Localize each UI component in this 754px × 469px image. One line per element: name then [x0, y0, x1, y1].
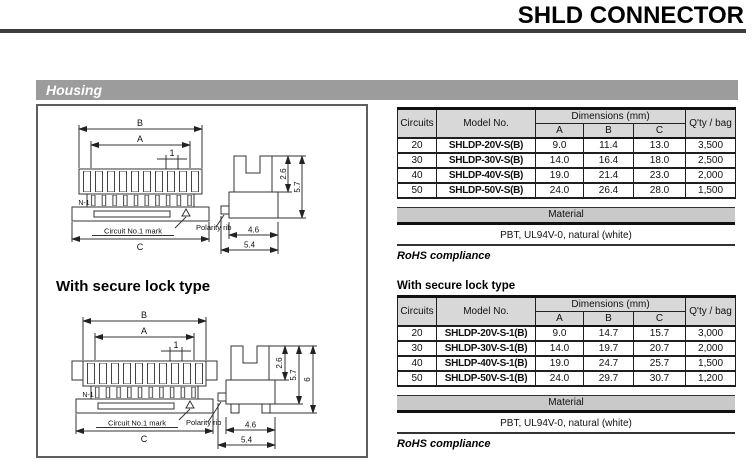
label-n1: N-1 — [82, 392, 94, 399]
label-polarity-rib: Polarity rib — [196, 223, 232, 232]
col-header-b: B — [584, 124, 634, 139]
col-header-b: B — [584, 312, 634, 327]
material-box-secure — [397, 395, 735, 434]
rohs-note: RoHS compliance — [397, 250, 491, 262]
table-row: 30 SHLDP-30V-S(B) 14.0 16.4 18.0 2,500 — [398, 153, 736, 168]
secure-lock-heading-drawing: With secure lock type — [56, 278, 211, 295]
col-header-a: A — [536, 312, 584, 327]
label-circuit-mark: Circuit No.1 mark — [104, 226, 162, 236]
spec-table-standard — [397, 107, 736, 199]
dim-label-2-6: 2.6 — [279, 168, 288, 180]
col-header-dimensions: Dimensions (mm) — [536, 297, 686, 312]
dim-label-b: B — [140, 310, 148, 320]
dim-label-5-7: 5.7 — [289, 369, 298, 381]
table-row: 30 SHLDP-30V-S-1(B) 14.0 19.7 20.7 2,000 — [398, 341, 736, 356]
col-header-model: Model No. — [437, 109, 536, 139]
col-header-qty: Q'ty / bag — [686, 297, 736, 327]
dim-label-2-6: 2.6 — [275, 357, 284, 369]
table-row: 50 SHLDP-50V-S(B) 24.0 26.4 28.0 1,500 — [398, 183, 736, 198]
col-header-qty: Q'ty / bag — [686, 109, 736, 139]
title-rule — [0, 29, 746, 33]
dim-label-c: C — [140, 434, 148, 444]
col-header-c: C — [634, 312, 686, 327]
dim-label-5-4: 5.4 — [243, 240, 256, 250]
dim-label-a: A — [136, 134, 144, 144]
dim-label-b: B — [136, 118, 144, 128]
dim-label-4-6: 4.6 — [244, 420, 257, 430]
rohs-note: RoHS compliance — [397, 438, 491, 450]
label-circuit-mark: Circuit No.1 mark — [108, 418, 166, 428]
drawing-side-secure — [186, 338, 364, 458]
dim-label-a: A — [140, 326, 148, 336]
spec-column — [397, 107, 735, 451]
material-header: Material — [397, 395, 735, 413]
col-header-dimensions: Dimensions (mm) — [536, 109, 686, 124]
dim-label-pitch: 1 — [169, 148, 175, 158]
drawing-side-standard — [196, 146, 361, 258]
polarity-rib-icon — [221, 206, 229, 214]
dim-label-6: 6 — [303, 377, 312, 382]
col-header-circuits: Circuits — [398, 297, 437, 327]
page-title: SHLD CONNECTOR — [517, 2, 744, 29]
material-header: Material — [397, 207, 735, 225]
col-header-c: C — [634, 124, 686, 139]
col-header-circuits: Circuits — [398, 109, 437, 139]
col-header-a: A — [536, 124, 584, 139]
dim-label-c: C — [136, 242, 144, 252]
table-row: 40 SHLDP-40V-S-1(B) 19.0 24.7 25.7 1,500 — [398, 356, 736, 371]
label-n1: N-1 — [78, 200, 90, 207]
polarity-rib-icon — [218, 393, 226, 401]
dim-label-5-4: 5.4 — [240, 435, 253, 445]
secure-lock-heading-table: With secure lock type — [397, 280, 516, 292]
table-row: 40 SHLDP-40V-S(B) 19.0 21.4 23.0 2,000 — [398, 168, 736, 183]
circuit-no1-mark-icon — [182, 209, 190, 216]
dim-label-5-7: 5.7 — [293, 181, 302, 193]
drawing-panel — [36, 104, 368, 458]
dim-label-4-6: 4.6 — [247, 225, 260, 235]
spec-table-secure — [397, 295, 736, 387]
table-row: 50 SHLDP-50V-S-1(B) 24.0 29.7 30.7 1,200 — [398, 371, 736, 386]
table-row: 20 SHLDP-20V-S(B) 9.0 11.4 13.0 3,500 — [398, 138, 736, 153]
material-value: PBT, UL94V-0, natural (white) — [397, 225, 735, 246]
material-box-standard — [397, 207, 735, 246]
section-header-housing: Housing — [36, 80, 738, 100]
dim-label-pitch: 1 — [173, 340, 179, 350]
lock-ear-left — [72, 361, 83, 380]
table-row: 20 SHLDP-20V-S-1(B) 9.0 14.7 15.7 3,000 — [398, 326, 736, 341]
col-header-model: Model No. — [437, 297, 536, 327]
label-polarity-rib: Polarity rib — [186, 418, 222, 427]
material-value: PBT, UL94V-0, natural (white) — [397, 413, 735, 434]
